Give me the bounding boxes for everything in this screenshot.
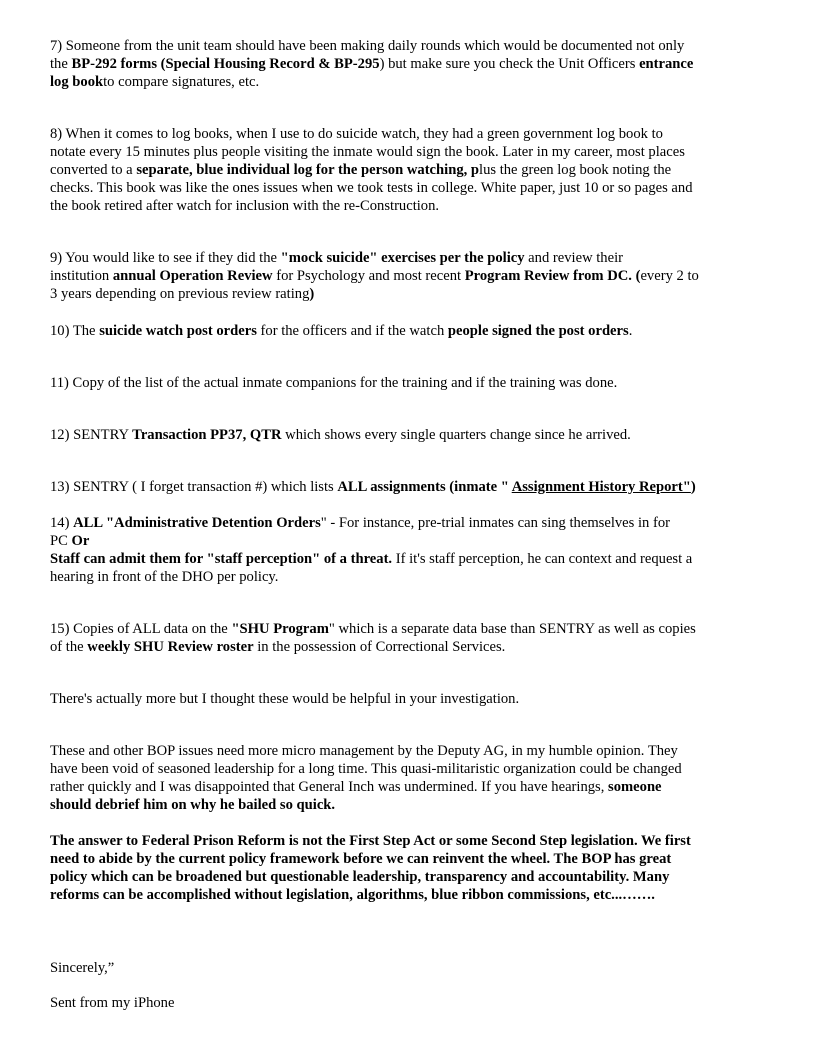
text-run: " - For instance, pre-trial inmates can sing themselves in for xyxy=(320,515,670,531)
item-9-line-3 xyxy=(50,285,770,303)
bold-run: people signed the post orders xyxy=(447,323,629,339)
bold-run: weekly SHU Review roster xyxy=(87,639,254,655)
item-14-line-3 xyxy=(50,550,770,568)
opinion-line-1: These and other BOP issues need more micro management by the Deputy AG, in my humble opinion. They xyxy=(50,743,678,759)
text-run: 10) The xyxy=(50,323,100,339)
text-run: to compare signatures, etc. xyxy=(103,74,260,90)
item-7-line-2 xyxy=(50,55,770,73)
item-15 xyxy=(50,620,770,656)
text-run: PC xyxy=(50,533,72,549)
item-14 xyxy=(50,514,770,586)
item-9 xyxy=(50,249,770,303)
bold-run: someone xyxy=(608,779,662,795)
closing-note xyxy=(50,690,770,708)
item-12-line-1 xyxy=(50,426,770,444)
bold-run: separate, blue individual log for the person watching, p xyxy=(136,162,480,178)
text-run: rather quickly and I was disappointed that General Inch was undermined. If you have hearings, xyxy=(50,779,609,795)
item-14-line-1 xyxy=(50,514,770,532)
underlined-run: Assignment History Report" xyxy=(511,479,691,495)
text-run: 14) xyxy=(50,515,74,531)
text-run: ) but make sure you check the Unit Officers xyxy=(379,56,640,72)
bold-run: Transaction PP37, QTR xyxy=(132,427,282,443)
bold-run: ) xyxy=(309,286,315,302)
bold-run: should debrief him on why he bailed so quick. xyxy=(50,797,336,813)
item-7 xyxy=(50,37,770,91)
item-15-line-1 xyxy=(50,620,770,638)
item-11-line-1: 11) Copy of the list of the actual inmate companions for the training and if the training was done. xyxy=(50,375,618,391)
item-15-line-2 xyxy=(50,638,770,656)
opinion-paragraph xyxy=(50,742,770,814)
text-run: the xyxy=(50,56,72,72)
item-9-line-2 xyxy=(50,267,770,285)
item-8-line-5: the book retired after watch for inclusion with the re-Construction. xyxy=(50,198,440,214)
bold-run: "SHU Program xyxy=(231,621,329,637)
signoff xyxy=(50,959,770,977)
text-run: every 2 to xyxy=(640,268,699,284)
bold-run: Program Review from DC. ( xyxy=(464,268,641,284)
bold-run: suicide watch post orders xyxy=(99,323,257,339)
sent-from xyxy=(50,994,770,1012)
item-14-line-2 xyxy=(50,532,770,550)
item-11 xyxy=(50,374,770,392)
reform-line-4: reforms can be accomplished without legislation, algorithms, blue ribbon commissions, etc...……. xyxy=(50,887,655,903)
text-run: for Psychology and most recent xyxy=(272,268,465,284)
bold-run: ) xyxy=(690,479,696,495)
item-14-line-4: hearing in front of the DHO per policy. xyxy=(50,569,279,585)
text-run: 12) SENTRY xyxy=(50,427,133,443)
bold-run: annual Operation Review xyxy=(112,268,273,284)
text-run: . xyxy=(628,323,633,339)
bold-run: Or xyxy=(71,533,90,549)
item-8-line-4: checks. This book was like the ones issues when we took tests in college. White paper, just 10 or so pages and xyxy=(50,180,693,196)
text-run: institution xyxy=(50,268,113,284)
closing-note-line: There's actually more but I thought these would be helpful in your investigation. xyxy=(50,691,520,707)
item-13-line-1 xyxy=(50,478,770,496)
opinion-line-2: have been void of seasoned leadership for a long time. This quasi-militaristic organization could be changed xyxy=(50,761,682,777)
item-10 xyxy=(50,322,770,340)
bold-run: ALL "Administrative Detention Orders xyxy=(73,515,321,531)
bold-run: Staff can admit them for "staff perception" of a threat. xyxy=(50,551,393,567)
item-13 xyxy=(50,478,770,496)
bold-run: "mock suicide" exercises per the policy xyxy=(280,250,525,266)
item-10-line-1 xyxy=(50,322,770,340)
text-run: 13) SENTRY ( I forget transaction #) which lists xyxy=(50,479,338,495)
text-run: 9) You would like to see if they did the xyxy=(50,250,281,266)
bold-run: log book xyxy=(50,74,104,90)
reform-line-3: policy which can be broadened but questionable leadership, transparency and accountability. Many xyxy=(50,869,670,885)
signoff-line: Sincerely,” xyxy=(50,960,115,976)
reform-line-1: The answer to Federal Prison Reform is not the First Step Act or some Second Step legislation. We first xyxy=(50,833,691,849)
item-8-line-1: 8) When it comes to log books, when I use to do suicide watch, they had a green government log book to xyxy=(50,126,663,142)
opinion-line-3 xyxy=(50,778,770,796)
item-9-line-1 xyxy=(50,249,770,267)
text-run: converted to a xyxy=(50,162,137,178)
item-8-line-2: notate every 15 minutes plus people visiting the inmate would sign the book. Later in my career, most places xyxy=(50,144,685,160)
opinion-line-4 xyxy=(50,796,770,814)
item-8 xyxy=(50,125,770,215)
item-12 xyxy=(50,426,770,444)
reform-paragraph xyxy=(50,832,770,904)
text-run: 3 years depending on previous review rating xyxy=(50,286,310,302)
item-7-line-1: 7) Someone from the unit team should have been making daily rounds which would be documented not only xyxy=(50,38,685,54)
text-run: lus the green log book noting the xyxy=(479,162,672,178)
text-run: If it's staff perception, he can context and request a xyxy=(392,551,693,567)
bold-run: BP-292 forms (Special Housing Record & BP-295 xyxy=(71,56,380,72)
sent-from-line: Sent from my iPhone xyxy=(50,995,175,1011)
bold-run: entrance xyxy=(639,56,694,72)
text-run: for the officers and if the watch xyxy=(256,323,448,339)
text-run: " which is a separate data base than SENTRY as well as copies xyxy=(328,621,696,637)
text-run: 15) Copies of ALL data on the xyxy=(50,621,232,637)
text-run: of the xyxy=(50,639,88,655)
bold-run: ALL assignments (inmate " xyxy=(337,479,512,495)
item-8-line-3 xyxy=(50,161,770,179)
reform-line-2: need to abide by the current policy framework before we can reinvent the wheel. The BOP has great xyxy=(50,851,672,867)
text-run: which shows every single quarters change since he arrived. xyxy=(281,427,631,443)
text-run: in the possession of Correctional Services. xyxy=(253,639,506,655)
item-7-line-3 xyxy=(50,73,770,91)
text-run: and review their xyxy=(524,250,623,266)
